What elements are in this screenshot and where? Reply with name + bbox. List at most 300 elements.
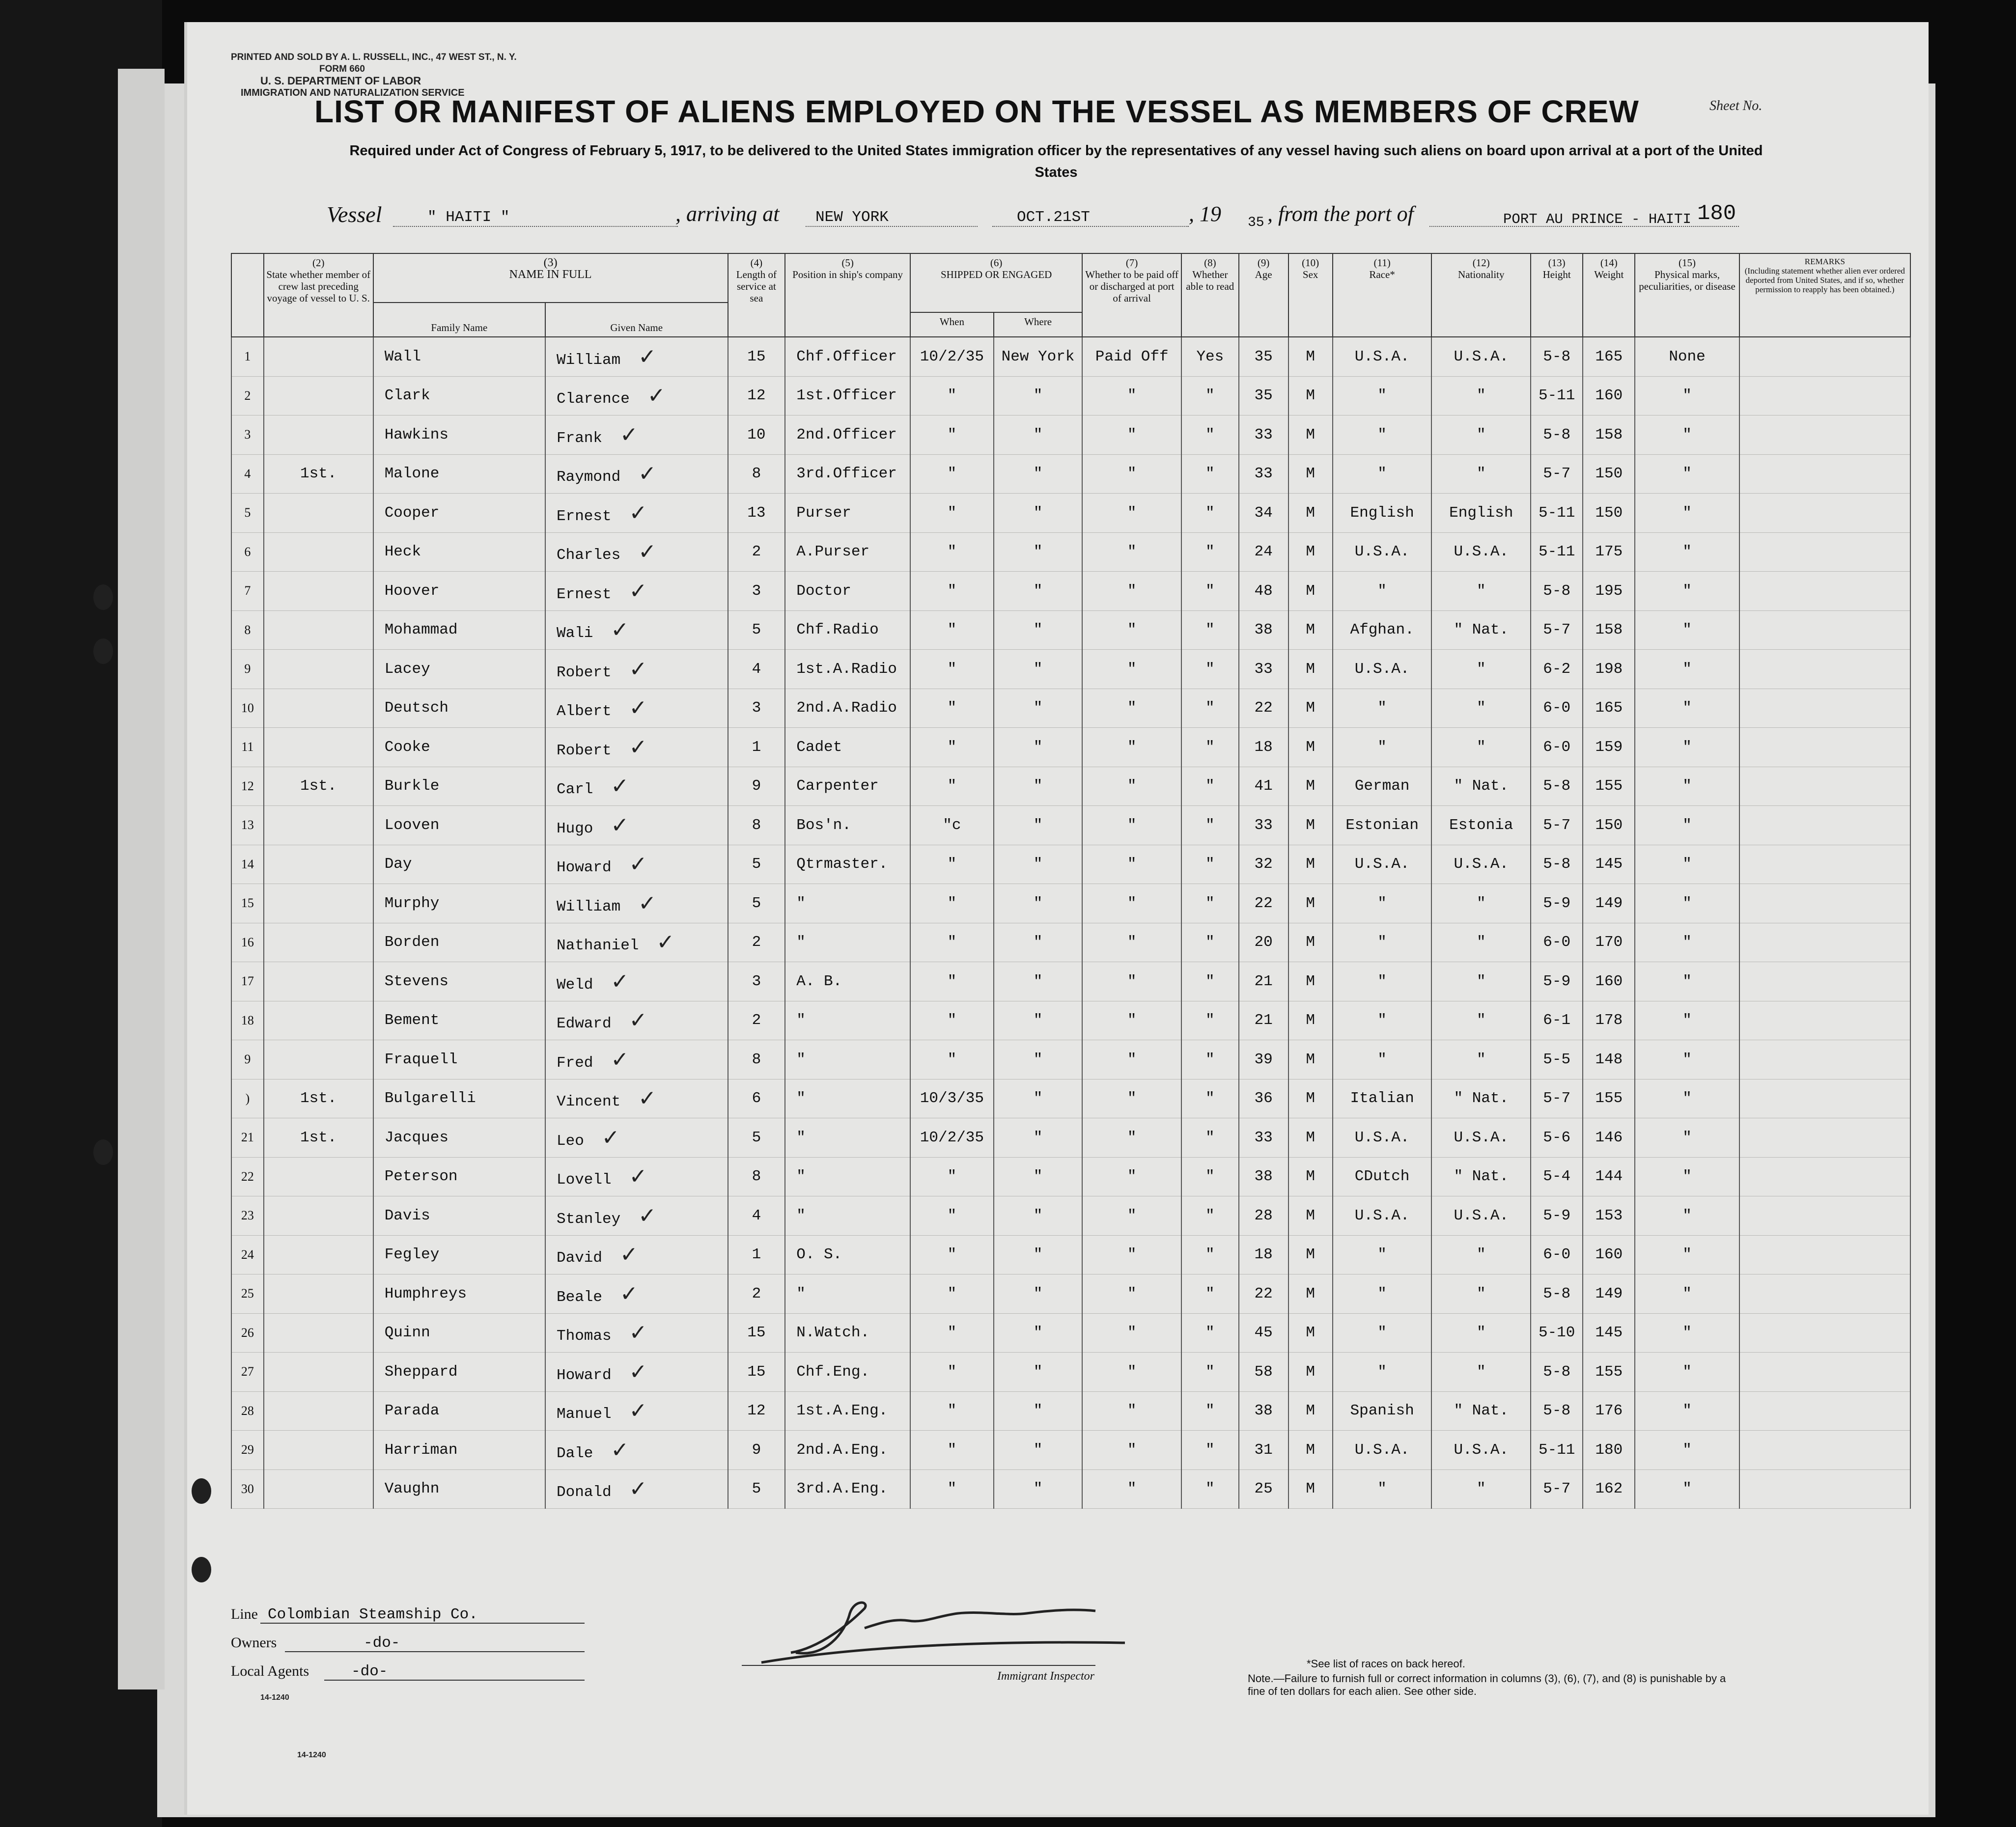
header-length-of-service: (4) Length of service at sea — [728, 253, 785, 337]
check-mark-icon: ✓ — [638, 539, 657, 565]
cell-race: Afghan. — [1333, 610, 1432, 650]
cell-physical-marks: " — [1635, 884, 1739, 923]
cell-nationality: U.S.A. — [1431, 845, 1531, 884]
punch-hole — [192, 1557, 211, 1582]
cell-nationality: English — [1431, 494, 1531, 533]
cell-row-number: 18 — [231, 1001, 264, 1040]
cell-length-of-service: 2 — [728, 1274, 785, 1314]
cell-weight: 180 — [1583, 1431, 1635, 1470]
table-row — [231, 1469, 1910, 1509]
table-row — [231, 1118, 1910, 1158]
cell-position: Doctor — [785, 572, 910, 611]
cell-physical-marks: " — [1635, 376, 1739, 415]
cell-length-of-service: 8 — [728, 1157, 785, 1196]
cell-remarks — [1739, 1040, 1910, 1080]
cell-previous-voyage — [264, 337, 373, 376]
cell-remarks — [1739, 1391, 1910, 1431]
cell-position: " — [785, 1274, 910, 1314]
cell-paid-off: " — [1082, 1157, 1181, 1196]
cell-weight: 144 — [1583, 1157, 1635, 1196]
cell-length-of-service: 15 — [728, 1353, 785, 1392]
cell-position: Carpenter — [785, 767, 910, 806]
cell-remarks — [1739, 572, 1910, 611]
cell-paid-off: " — [1082, 650, 1181, 689]
local-agents-value: -do- — [351, 1663, 388, 1680]
cell-nationality: " — [1431, 1040, 1531, 1080]
cell-given-name — [545, 806, 728, 845]
cell-length-of-service: 8 — [728, 454, 785, 494]
cell-race: CDutch — [1333, 1157, 1432, 1196]
table-row — [231, 1274, 1910, 1314]
cell-remarks — [1739, 1079, 1910, 1118]
cell-given-name — [545, 1469, 728, 1509]
cell-position: Purser — [785, 494, 910, 533]
cell-able-to-read: " — [1181, 1274, 1239, 1314]
table-row — [231, 1391, 1910, 1431]
cell-physical-marks: " — [1635, 1040, 1739, 1080]
check-mark-icon: ✓ — [629, 1359, 647, 1384]
cell-sex: M — [1288, 1469, 1333, 1509]
cell-sex: M — [1288, 610, 1333, 650]
cell-paid-off: " — [1082, 1235, 1181, 1274]
cell-row-number: 10 — [231, 689, 264, 728]
arrival-port: NEW YORK — [815, 209, 889, 226]
cell-paid-off: " — [1082, 767, 1181, 806]
check-mark-icon: ✓ — [620, 1281, 638, 1306]
cell-sex: M — [1288, 1079, 1333, 1118]
cell-previous-voyage: 1st. — [264, 1118, 373, 1158]
cell-race: " — [1333, 376, 1432, 415]
cell-able-to-read: " — [1181, 884, 1239, 923]
cell-length-of-service: 4 — [728, 1196, 785, 1236]
check-mark-icon: ✓ — [647, 383, 666, 409]
cell-given-name — [545, 1040, 728, 1080]
cell-family-name: Cooper — [373, 494, 545, 533]
arrival-year: 35 — [1248, 215, 1264, 230]
cell-height: 5-11 — [1531, 376, 1583, 415]
given-name-text: Hugo — [556, 820, 593, 837]
cell-family-name: Vaughn — [373, 1469, 545, 1509]
cell-sex: M — [1288, 1235, 1333, 1274]
cell-physical-marks: " — [1635, 610, 1739, 650]
cell-remarks — [1739, 845, 1910, 884]
cell-race: " — [1333, 1040, 1432, 1080]
cell-given-name — [545, 1431, 728, 1470]
cell-weight: 160 — [1583, 962, 1635, 1001]
vessel-name: " HAITI " — [427, 209, 510, 226]
cell-physical-marks: " — [1635, 1274, 1739, 1314]
crew-manifest-table — [231, 253, 1911, 1509]
cell-physical-marks: " — [1635, 1469, 1739, 1509]
cell-paid-off: " — [1082, 1079, 1181, 1118]
cell-previous-voyage — [264, 415, 373, 455]
cell-sex: M — [1288, 845, 1333, 884]
cell-previous-voyage — [264, 923, 373, 962]
cell-length-of-service: 10 — [728, 415, 785, 455]
table-row — [231, 962, 1910, 1001]
cell-position: N.Watch. — [785, 1313, 910, 1353]
cell-paid-off: " — [1082, 415, 1181, 455]
page-title: LIST OR MANIFEST OF ALIENS EMPLOYED ON THE VESSEL AS MEMBERS OF CREW — [314, 94, 1639, 129]
cell-position: " — [785, 923, 910, 962]
cell-age: 33 — [1239, 806, 1288, 845]
cell-weight: 145 — [1583, 845, 1635, 884]
cell-able-to-read: " — [1181, 1118, 1239, 1158]
check-mark-icon: ✓ — [638, 344, 657, 369]
cell-remarks — [1739, 1157, 1910, 1196]
cell-weight: 149 — [1583, 884, 1635, 923]
cell-paid-off: " — [1082, 532, 1181, 572]
cell-shipped-when: " — [910, 884, 994, 923]
cell-length-of-service: 3 — [728, 962, 785, 1001]
header-nationality: (12) Nationality — [1431, 253, 1531, 337]
cell-age: 33 — [1239, 454, 1288, 494]
check-mark-icon: ✓ — [629, 695, 647, 721]
cell-nationality: U.S.A. — [1431, 1431, 1531, 1470]
cell-physical-marks: " — [1635, 1313, 1739, 1353]
given-name-text: Nathaniel — [556, 937, 639, 955]
cell-nationality: " — [1431, 728, 1531, 767]
cell-family-name: Hoover — [373, 572, 545, 611]
cell-shipped-where: " — [994, 1274, 1082, 1314]
cell-previous-voyage — [264, 494, 373, 533]
cell-paid-off: " — [1082, 923, 1181, 962]
given-name-text: Ernest — [556, 585, 612, 603]
cell-paid-off: " — [1082, 1353, 1181, 1392]
cell-race: " — [1333, 1353, 1432, 1392]
cell-given-name — [545, 1235, 728, 1274]
cell-length-of-service: 8 — [728, 1040, 785, 1080]
cell-able-to-read: " — [1181, 962, 1239, 1001]
check-mark-icon: ✓ — [611, 1047, 629, 1072]
cell-weight: 145 — [1583, 1313, 1635, 1353]
cell-nationality: " — [1431, 415, 1531, 455]
cell-length-of-service: 3 — [728, 572, 785, 611]
header-given-name: Given Name — [545, 303, 728, 337]
from-port-label: , from the port of — [1267, 202, 1414, 226]
cell-sex: M — [1288, 494, 1333, 533]
cell-family-name: Peterson — [373, 1157, 545, 1196]
cell-paid-off: " — [1082, 1001, 1181, 1040]
cell-race: U.S.A. — [1333, 845, 1432, 884]
cell-length-of-service: 5 — [728, 1118, 785, 1158]
port-underline — [806, 226, 978, 227]
inspector-signature-line — [742, 1665, 1095, 1666]
cell-row-number: 9 — [231, 1040, 264, 1080]
table-row — [231, 454, 1910, 494]
cell-family-name: Quinn — [373, 1313, 545, 1353]
cell-nationality: U.S.A. — [1431, 532, 1531, 572]
cell-shipped-when: " — [910, 1196, 994, 1236]
cell-position: " — [785, 1040, 910, 1080]
cell-paid-off: " — [1082, 572, 1181, 611]
cell-height: 5-10 — [1531, 1313, 1583, 1353]
cell-position: 1st.A.Radio — [785, 650, 910, 689]
cell-shipped-when: " — [910, 1353, 994, 1392]
cell-position: " — [785, 884, 910, 923]
cell-weight: 148 — [1583, 1040, 1635, 1080]
cell-height: 5-7 — [1531, 1469, 1583, 1509]
table-row — [231, 572, 1910, 611]
header-position: (5) Position in ship's company — [785, 253, 910, 337]
check-mark-icon: ✓ — [629, 1476, 647, 1502]
given-name-text: Carl — [556, 781, 593, 799]
cell-remarks — [1739, 1469, 1910, 1509]
cell-shipped-when: " — [910, 1469, 994, 1509]
check-mark-icon: ✓ — [638, 890, 657, 916]
cell-paid-off: " — [1082, 454, 1181, 494]
cell-length-of-service: 13 — [728, 494, 785, 533]
cell-given-name — [545, 728, 728, 767]
cell-race: " — [1333, 884, 1432, 923]
cell-given-name — [545, 923, 728, 962]
cell-paid-off: " — [1082, 845, 1181, 884]
check-mark-icon: ✓ — [629, 1320, 647, 1346]
cell-given-name — [545, 1196, 728, 1236]
cell-given-name — [545, 1157, 728, 1196]
cell-age: 38 — [1239, 1391, 1288, 1431]
cell-shipped-when: " — [910, 454, 994, 494]
form-number: FORM 660 — [319, 64, 365, 74]
cell-previous-voyage: 1st. — [264, 1079, 373, 1118]
cell-age: 22 — [1239, 884, 1288, 923]
cell-given-name — [545, 376, 728, 415]
cell-age: 48 — [1239, 572, 1288, 611]
header-height: (13) Height — [1531, 253, 1583, 337]
cell-able-to-read: " — [1181, 572, 1239, 611]
cell-nationality: " — [1431, 962, 1531, 1001]
cell-family-name: Burkle — [373, 767, 545, 806]
cell-weight: 160 — [1583, 376, 1635, 415]
cell-race: " — [1333, 454, 1432, 494]
cell-given-name — [545, 454, 728, 494]
cell-length-of-service: 5 — [728, 884, 785, 923]
cell-shipped-when: " — [910, 415, 994, 455]
cell-given-name — [545, 494, 728, 533]
cell-length-of-service: 2 — [728, 532, 785, 572]
cell-sex: M — [1288, 572, 1333, 611]
cell-weight: 170 — [1583, 923, 1635, 962]
cell-remarks — [1739, 337, 1910, 376]
cell-physical-marks: " — [1635, 1157, 1739, 1196]
cell-length-of-service: 6 — [728, 1079, 785, 1118]
cell-weight: 150 — [1583, 494, 1635, 533]
cell-position: " — [785, 1157, 910, 1196]
cell-sex: M — [1288, 415, 1333, 455]
cell-position: " — [785, 1196, 910, 1236]
cell-able-to-read: " — [1181, 767, 1239, 806]
cell-physical-marks: " — [1635, 1431, 1739, 1470]
cell-physical-marks: " — [1635, 1391, 1739, 1431]
penalty-note: Note.—Failure to furnish full or correct information in columns (3), (6), (7), and (8) is punishable by a fine of ten dollars for each alien. See other side. — [1248, 1672, 1726, 1697]
check-mark-icon: ✓ — [629, 500, 647, 526]
given-name-text: William — [556, 351, 621, 369]
cell-nationality: " — [1431, 689, 1531, 728]
cell-family-name: Stevens — [373, 962, 545, 1001]
cell-weight: 175 — [1583, 532, 1635, 572]
cell-nationality: U.S.A. — [1431, 337, 1531, 376]
header-race: (11) Race* — [1333, 253, 1432, 337]
page-subtitle: Required under Act of Congress of February 5, 1917, to be delivered to the United States immigration officer by the representatives of any vessel having such aliens on board upon arrival at a port of the United States — [349, 143, 1763, 180]
cell-nationality: " — [1431, 1469, 1531, 1509]
cell-nationality: U.S.A. — [1431, 1196, 1531, 1236]
check-mark-icon: ✓ — [638, 461, 657, 487]
header-weight: (14) Weight — [1583, 253, 1635, 337]
table-row — [231, 689, 1910, 728]
given-name-text: Ernest — [556, 507, 612, 525]
cell-family-name: Malone — [373, 454, 545, 494]
cell-age: 33 — [1239, 415, 1288, 455]
cell-row-number: 14 — [231, 845, 264, 884]
cell-able-to-read: " — [1181, 1431, 1239, 1470]
cell-race: " — [1333, 1001, 1432, 1040]
cell-age: 39 — [1239, 1040, 1288, 1080]
cell-age: 32 — [1239, 845, 1288, 884]
cell-height: 5-7 — [1531, 454, 1583, 494]
given-name-text: Donald — [556, 1484, 612, 1501]
cell-position: 1st.Officer — [785, 376, 910, 415]
cell-position: Qtrmaster. — [785, 845, 910, 884]
cell-shipped-where: " — [994, 1001, 1082, 1040]
torn-margin-strip — [118, 69, 165, 1689]
cell-shipped-when: 10/3/35 — [910, 1079, 994, 1118]
cell-position: 2nd.Officer — [785, 415, 910, 455]
inspector-signature — [752, 1594, 1154, 1667]
cell-position: O. S. — [785, 1235, 910, 1274]
cell-able-to-read: " — [1181, 1001, 1239, 1040]
given-name-text: Charles — [556, 547, 621, 564]
cell-family-name: Hawkins — [373, 415, 545, 455]
cell-paid-off: " — [1082, 728, 1181, 767]
cell-row-number: 16 — [231, 923, 264, 962]
cell-able-to-read: " — [1181, 1391, 1239, 1431]
cell-weight: 178 — [1583, 1001, 1635, 1040]
cell-physical-marks: " — [1635, 689, 1739, 728]
cell-physical-marks: " — [1635, 923, 1739, 962]
cell-row-number: 26 — [231, 1313, 264, 1353]
cell-age: 38 — [1239, 610, 1288, 650]
cell-age: 20 — [1239, 923, 1288, 962]
cell-height: 5-8 — [1531, 572, 1583, 611]
check-mark-icon: ✓ — [611, 1437, 629, 1463]
cell-paid-off: " — [1082, 1431, 1181, 1470]
cell-length-of-service: 2 — [728, 1001, 785, 1040]
cell-position: A.Purser — [785, 532, 910, 572]
line-name: Colombian Steamship Co. — [268, 1606, 478, 1623]
cell-row-number: 8 — [231, 610, 264, 650]
cell-nationality: " — [1431, 650, 1531, 689]
check-mark-icon: ✓ — [629, 1164, 647, 1190]
table-row — [231, 610, 1910, 650]
table-row — [231, 806, 1910, 845]
cell-race: " — [1333, 962, 1432, 1001]
cell-row-number: 28 — [231, 1391, 264, 1431]
cell-age: 58 — [1239, 1353, 1288, 1392]
cell-race: English — [1333, 494, 1432, 533]
cell-paid-off: " — [1082, 610, 1181, 650]
cell-shipped-when: 10/2/35 — [910, 337, 994, 376]
cell-length-of-service: 5 — [728, 1469, 785, 1509]
given-name-text: Weld — [556, 976, 593, 994]
cell-position: 2nd.A.Radio — [785, 689, 910, 728]
cell-previous-voyage — [264, 1469, 373, 1509]
cell-shipped-where: " — [994, 494, 1082, 533]
cell-family-name: Wall — [373, 337, 545, 376]
cell-shipped-where: " — [994, 1040, 1082, 1080]
given-name-text: Howard — [556, 859, 612, 877]
cell-height: 5-9 — [1531, 1196, 1583, 1236]
cell-age: 33 — [1239, 650, 1288, 689]
cell-given-name — [545, 1079, 728, 1118]
cell-previous-voyage — [264, 1313, 373, 1353]
cell-previous-voyage: 1st. — [264, 454, 373, 494]
cell-sex: M — [1288, 728, 1333, 767]
cell-sex: M — [1288, 1196, 1333, 1236]
cell-age: 31 — [1239, 1431, 1288, 1470]
cell-age: 38 — [1239, 1157, 1288, 1196]
cell-remarks — [1739, 1118, 1910, 1158]
cell-race: " — [1333, 689, 1432, 728]
cell-height: 5-8 — [1531, 1391, 1583, 1431]
cell-physical-marks: " — [1635, 1001, 1739, 1040]
cell-previous-voyage — [264, 1157, 373, 1196]
cell-remarks — [1739, 532, 1910, 572]
cell-family-name: Lacey — [373, 650, 545, 689]
cell-row-number: 1 — [231, 337, 264, 376]
cell-previous-voyage — [264, 884, 373, 923]
check-mark-icon: ✓ — [656, 930, 675, 955]
cell-physical-marks: " — [1635, 962, 1739, 1001]
cell-height: 6-0 — [1531, 923, 1583, 962]
table-row — [231, 728, 1910, 767]
cell-paid-off: " — [1082, 1196, 1181, 1236]
cell-previous-voyage — [264, 1431, 373, 1470]
check-mark-icon: ✓ — [629, 852, 647, 877]
cell-shipped-where: " — [994, 532, 1082, 572]
cell-weight: 149 — [1583, 1274, 1635, 1314]
cell-given-name — [545, 532, 728, 572]
cell-weight: 146 — [1583, 1118, 1635, 1158]
header-paid-off: (7) Whether to be paid off or discharged at port of arrival — [1082, 253, 1181, 337]
cell-age: 18 — [1239, 1235, 1288, 1274]
cell-physical-marks: " — [1635, 845, 1739, 884]
cell-given-name — [545, 1001, 728, 1040]
cell-remarks — [1739, 884, 1910, 923]
cell-family-name: Borden — [373, 923, 545, 962]
cell-shipped-where: " — [994, 1196, 1082, 1236]
table-row — [231, 337, 1910, 376]
given-name-text: Robert — [556, 742, 612, 759]
cell-shipped-where: " — [994, 610, 1082, 650]
check-mark-icon: ✓ — [620, 422, 638, 447]
cell-age: 34 — [1239, 494, 1288, 533]
cell-height: 6-0 — [1531, 1235, 1583, 1274]
cell-family-name: Bulgarelli — [373, 1079, 545, 1118]
cell-shipped-when: " — [910, 728, 994, 767]
cell-height: 5-7 — [1531, 610, 1583, 650]
cell-race: " — [1333, 1313, 1432, 1353]
cell-previous-voyage — [264, 376, 373, 415]
cell-family-name: Humphreys — [373, 1274, 545, 1314]
cell-remarks — [1739, 1431, 1910, 1470]
cell-weight: 153 — [1583, 1196, 1635, 1236]
table-row — [231, 1313, 1910, 1353]
header-age: (9) Age — [1239, 253, 1288, 337]
cell-shipped-where: " — [994, 962, 1082, 1001]
cell-shipped-where: " — [994, 1391, 1082, 1431]
cell-able-to-read: " — [1181, 1079, 1239, 1118]
cell-shipped-where: " — [994, 1157, 1082, 1196]
